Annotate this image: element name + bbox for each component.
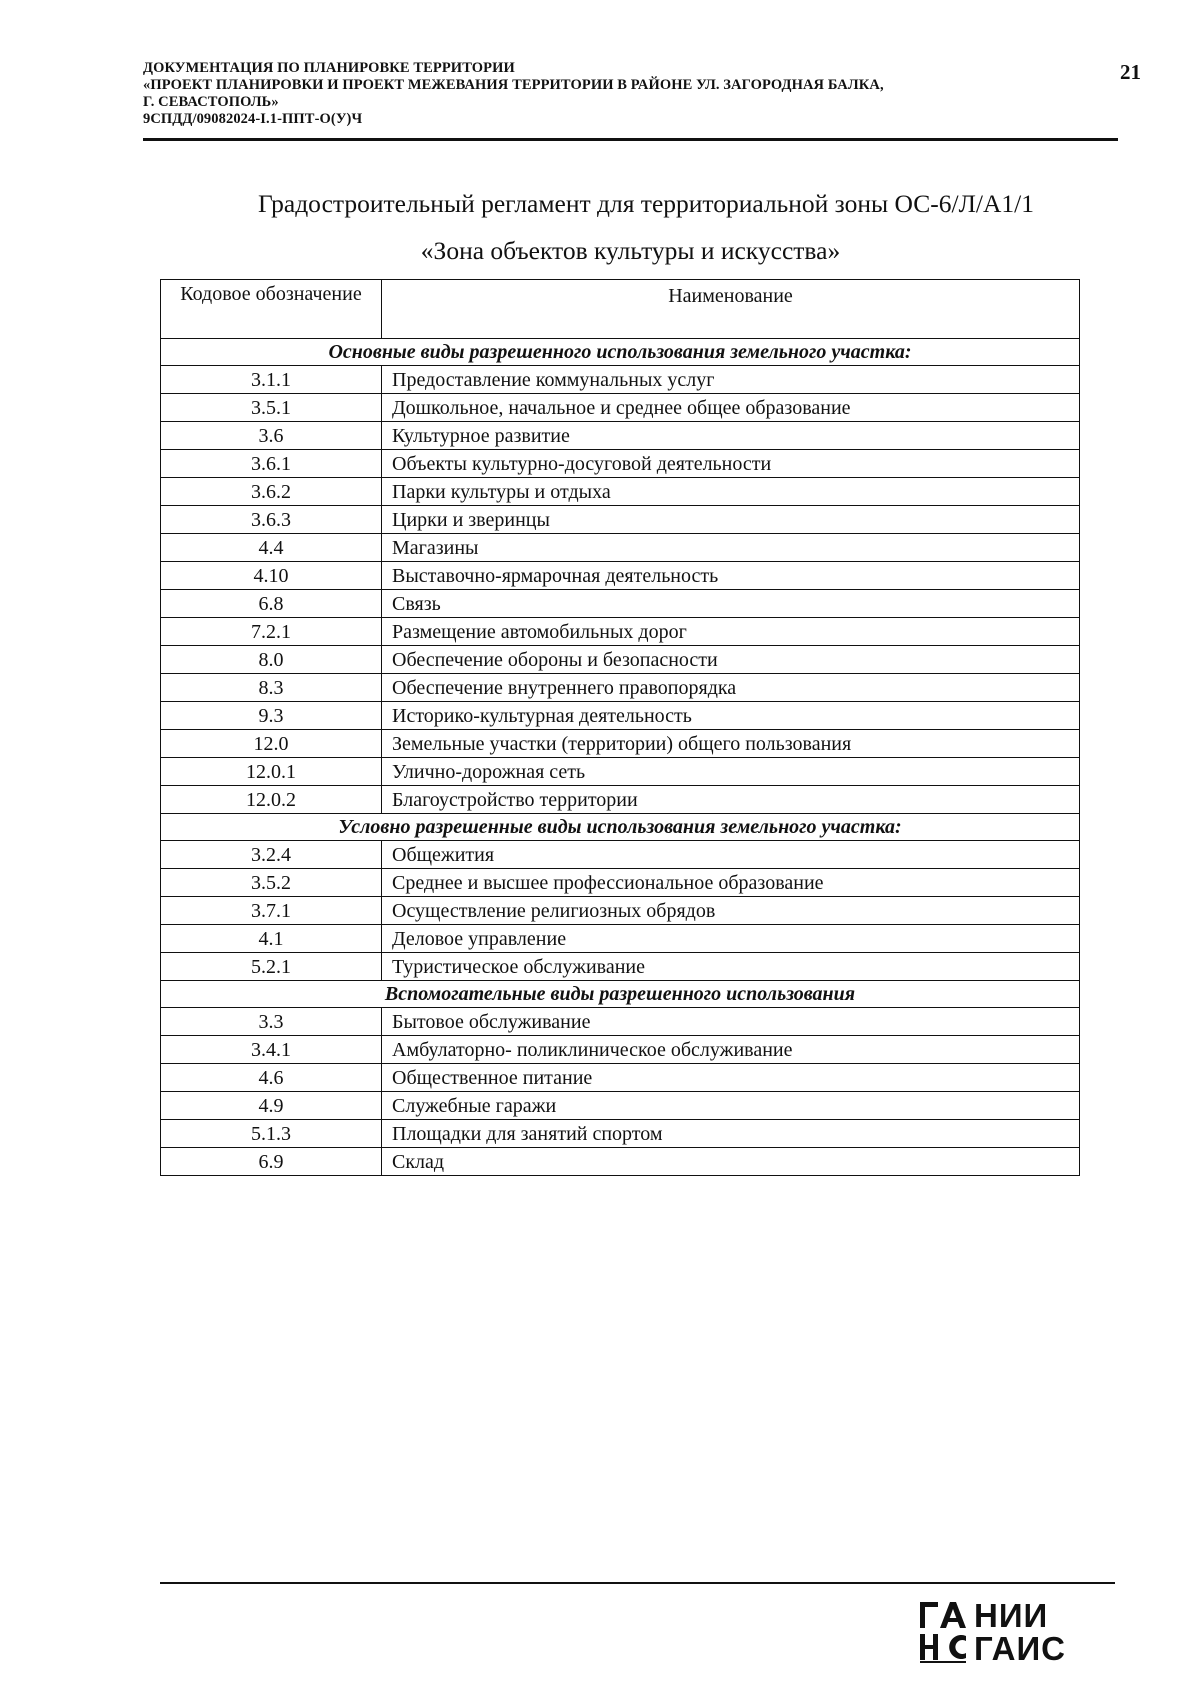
use-code-cell: 4.9: [161, 1092, 382, 1120]
use-code-cell: 3.5.2: [161, 869, 382, 897]
use-name-cell: Бытовое обслуживание: [382, 1008, 1080, 1036]
use-code-cell: 12.0.1: [161, 758, 382, 786]
page-number: 21: [1120, 60, 1141, 84]
section-header-row: [161, 981, 1080, 1008]
use-name-cell: Обеспечение обороны и безопасности: [382, 646, 1080, 674]
logo-text-line-1: НИИ: [974, 1597, 1049, 1634]
use-code-cell: 8.0: [161, 646, 382, 674]
table-row: [161, 897, 1080, 925]
table-row: [161, 394, 1080, 422]
table-body: [161, 339, 1080, 1176]
use-code-cell: 6.9: [161, 1148, 382, 1176]
use-code-cell: 12.0.2: [161, 786, 382, 814]
header-document-code: 9СПДД/09082024-I.1-ППТ-О(У)Ч: [143, 111, 363, 127]
use-code-cell: 4.6: [161, 1064, 382, 1092]
table-row: [161, 506, 1080, 534]
use-name-cell: Деловое управление: [382, 925, 1080, 953]
use-name-cell: Выставочно-ярмарочная деятельность: [382, 562, 1080, 590]
use-code-cell: 9.3: [161, 702, 382, 730]
table-row: [161, 758, 1080, 786]
use-name-cell: Общественное питание: [382, 1064, 1080, 1092]
footer-divider: [160, 1582, 1115, 1584]
use-code-cell: 5.2.1: [161, 953, 382, 981]
use-name-cell: Обеспечение внутреннего правопорядка: [382, 674, 1080, 702]
use-name-cell: Земельные участки (территории) общего пользования: [382, 730, 1080, 758]
header-line-2: «ПРОЕКТ ПЛАНИРОВКИ И ПРОЕКТ МЕЖЕВАНИЯ ТЕРРИТОРИИ В РАЙОНЕ УЛ. ЗАГОРОДНАЯ БАЛКА,: [143, 77, 884, 93]
table-row: [161, 674, 1080, 702]
regulation-title: Градостроительный регламент для территориальной зоны ОС-6/Л/А1/1: [258, 189, 1034, 218]
header-line-3: Г. СЕВАСТОПОЛЬ»: [143, 94, 279, 110]
table-row: [161, 1120, 1080, 1148]
use-name-cell: Дошкольное, начальное и среднее общее образование: [382, 394, 1080, 422]
section-title: Вспомогательные виды разрешенного использования: [161, 981, 1080, 1008]
use-code-cell: 3.7.1: [161, 897, 382, 925]
table-row: [161, 702, 1080, 730]
use-name-cell: Служебные гаражи: [382, 1092, 1080, 1120]
table-row: [161, 618, 1080, 646]
use-code-cell: 3.2.4: [161, 841, 382, 869]
use-name-cell: Среднее и высшее профессиональное образование: [382, 869, 1080, 897]
use-name-cell: Общежития: [382, 841, 1080, 869]
table-row: [161, 562, 1080, 590]
header-line-1: ДОКУМЕНТАЦИЯ ПО ПЛАНИРОВКЕ ТЕРРИТОРИИ: [143, 60, 515, 76]
use-code-cell: 3.6.1: [161, 450, 382, 478]
use-code-cell: 3.4.1: [161, 1036, 382, 1064]
use-name-cell: Размещение автомобильных дорог: [382, 618, 1080, 646]
table-header-row: [161, 280, 1080, 339]
use-name-cell: Улично-дорожная сеть: [382, 758, 1080, 786]
use-name-cell: Магазины: [382, 534, 1080, 562]
use-name-cell: Цирки и зверинцы: [382, 506, 1080, 534]
use-code-cell: 7.2.1: [161, 618, 382, 646]
use-code-cell: 4.4: [161, 534, 382, 562]
table-row: [161, 1064, 1080, 1092]
section-title: Основные виды разрешенного использования земельного участка:: [161, 339, 1080, 366]
zone-name-title: «Зона объектов культуры и искусства»: [420, 236, 841, 265]
use-name-cell: Историко-культурная деятельность: [382, 702, 1080, 730]
table-row: [161, 1036, 1080, 1064]
nii-gais-logo: [918, 1597, 1098, 1667]
use-code-cell: 3.6.3: [161, 506, 382, 534]
table-row: [161, 590, 1080, 618]
table-row: [161, 869, 1080, 897]
logo-mark-icon: [918, 1600, 968, 1664]
use-code-cell: 6.8: [161, 590, 382, 618]
use-name-cell: Туристическое обслуживание: [382, 953, 1080, 981]
table-row: [161, 1148, 1080, 1176]
section-title: Условно разрешенные виды использования земельного участка:: [161, 814, 1080, 841]
use-name-cell: Связь: [382, 590, 1080, 618]
use-name-cell: Площадки для занятий спортом: [382, 1120, 1080, 1148]
use-name-cell: Благоустройство территории: [382, 786, 1080, 814]
use-code-cell: 5.1.3: [161, 1120, 382, 1148]
use-code-cell: 3.5.1: [161, 394, 382, 422]
table-row: [161, 366, 1080, 394]
use-name-cell: Предоставление коммунальных услуг: [382, 366, 1080, 394]
table-row: [161, 422, 1080, 450]
use-code-cell: 4.1: [161, 925, 382, 953]
table-row: [161, 450, 1080, 478]
table-row: [161, 786, 1080, 814]
table-row: [161, 1092, 1080, 1120]
use-name-cell: Парки культуры и отдыха: [382, 478, 1080, 506]
use-code-cell: 3.6.2: [161, 478, 382, 506]
table-row: [161, 646, 1080, 674]
use-name-cell: Амбулаторно- поликлиническое обслуживание: [382, 1036, 1080, 1064]
use-code-cell: 3.6: [161, 422, 382, 450]
use-code-cell: 3.3: [161, 1008, 382, 1036]
document-header: [143, 60, 1103, 128]
logo-text-line-2: ГАИС: [974, 1630, 1067, 1667]
table-row: [161, 841, 1080, 869]
header-divider: [143, 138, 1118, 141]
use-code-cell: 8.3: [161, 674, 382, 702]
table-row: [161, 478, 1080, 506]
section-header-row: [161, 814, 1080, 841]
column-header-name: Наименование: [382, 280, 1080, 339]
table-row: [161, 1008, 1080, 1036]
table-row: [161, 534, 1080, 562]
permitted-use-table: [160, 279, 1080, 1176]
use-code-cell: 3.1.1: [161, 366, 382, 394]
column-header-code: Кодовое обозначение: [161, 280, 382, 339]
table-row: [161, 953, 1080, 981]
table-row: [161, 925, 1080, 953]
use-name-cell: Осуществление религиозных обрядов: [382, 897, 1080, 925]
use-name-cell: Объекты культурно-досуговой деятельности: [382, 450, 1080, 478]
table-row: [161, 730, 1080, 758]
use-code-cell: 12.0: [161, 730, 382, 758]
use-code-cell: 4.10: [161, 562, 382, 590]
section-header-row: [161, 339, 1080, 366]
use-name-cell: Культурное развитие: [382, 422, 1080, 450]
use-name-cell: Склад: [382, 1148, 1080, 1176]
